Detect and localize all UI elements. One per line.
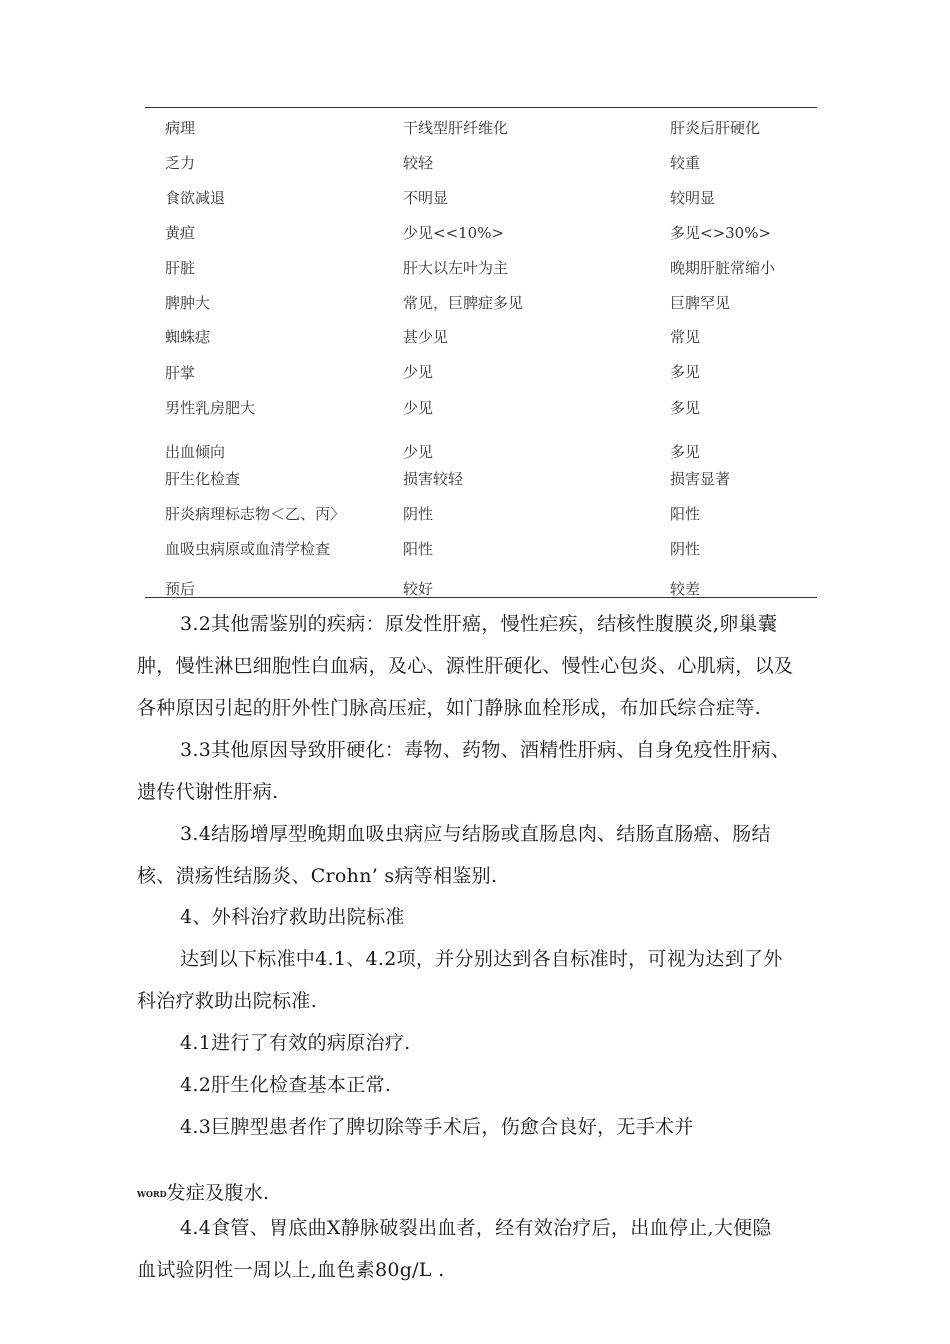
table-cell: 损害显著 [670, 470, 731, 488]
table-cell: 甚少见 [403, 328, 449, 346]
table-cell: 阴性 [403, 505, 434, 523]
table-cell: 巨脾罕见 [670, 294, 731, 312]
table-cell: 不明显 [403, 189, 449, 207]
paragraph-3-2-line-3: 各种原因引起的肝外性门脉高压症，如门静脉血栓形成，布加氏综合症等. [137, 697, 761, 719]
table-cell: 阳性 [670, 505, 701, 523]
paragraph-4-line-1: 达到以下标准中4.1、4.2项，并分别达到各自标准时，可视为达到了外 [180, 948, 783, 970]
table-bottom-rule [145, 597, 817, 598]
table-cell: 黄疸 [165, 224, 196, 242]
paragraph-3-2-line-2: 肿，慢性淋巴细胞性白血病，及心、源性肝硬化、慢性心包炎、心肌病，以及 [137, 655, 794, 677]
table-cell: 较重 [670, 154, 701, 172]
header-cell: 肝炎后肝硬化 [670, 119, 761, 137]
paragraph-3-3-line-1: 3.3其他原因导致肝硬化：毒物、药物、酒精性肝病、自身免疫性肝病、 [180, 739, 791, 761]
table-cell: 常见，巨脾症多见 [403, 294, 524, 312]
table-cell: 晚期肝脏常缩小 [670, 259, 776, 277]
header-cell: 病理 [165, 119, 196, 137]
table-cell: 脾肿大 [165, 294, 211, 312]
paragraph-3-4-line-1: 3.4结肠增厚型晚期血吸虫病应与结肠或直肠息肉、结肠直肠癌、肠结 [180, 823, 771, 845]
table-cell: 阴性 [670, 540, 701, 558]
table-cell: 较好 [403, 580, 434, 598]
table-cell: 预后 [165, 580, 196, 598]
table-cell: 血吸虫病原或血清学检查 [165, 540, 331, 558]
table-cell: 多见 [670, 443, 701, 461]
paragraph-3-3-line-2: 遗传代谢性肝病. [137, 781, 279, 803]
table-cell: 损害较轻 [403, 470, 464, 488]
table-cell: 肝生化检查 [165, 470, 241, 488]
table-cell: 肝脏 [165, 259, 196, 277]
table-cell: 较轻 [403, 154, 434, 172]
header-cell: 干线型肝纤维化 [403, 119, 509, 137]
paragraph-4-2: 4.2肝生化检查基本正常. [180, 1074, 392, 1096]
table-cell: 少见 [403, 399, 434, 417]
table-cell: 多见 [670, 363, 701, 381]
table-top-rule [145, 107, 817, 108]
table-cell: 肝掌 [165, 364, 196, 382]
table-cell: 少见 [403, 443, 434, 461]
paragraph-4-3-line-1: 4.3巨脾型患者作了脾切除等手术后，伤愈合良好，无手术并 [180, 1116, 694, 1138]
table-cell: 常见 [670, 328, 701, 346]
paragraph-4-1: 4.1进行了有效的病原治疗. [180, 1032, 411, 1054]
paragraph-4-4-line-1: 4.4食管、胃底曲Ⅹ静脉破裂出血者，经有效治疗后，出血停止,大便隐 [180, 1217, 772, 1239]
table-cell: 食欲减退 [165, 189, 226, 207]
table-cell: 出血倾向 [165, 443, 226, 461]
paragraph-4-4-line-2: 血试验阴性一周以上,血色素80g/L . [137, 1259, 445, 1281]
table-cell: 较明显 [670, 189, 716, 207]
paragraph-4-3-line-2-text: 发症及腹水. [166, 1182, 270, 1204]
table-cell: 多见<>30%> [670, 224, 772, 242]
paragraph-3-2-line-1: 3.2其他需鉴别的疾病：原发性肝癌，慢性疟疾，结核性腹膜炎,卵巢囊 [180, 613, 778, 635]
table-cell: 阳性 [403, 540, 434, 558]
table-cell: 多见 [670, 399, 701, 417]
table-cell: 较差 [670, 580, 701, 598]
table-cell: 少见 [403, 363, 434, 381]
paragraph-4-line-2: 科治疗救助出院标准. [137, 990, 318, 1012]
table-cell: 肝炎病理标志物＜乙、丙〉 [165, 505, 346, 523]
table-cell: 男性乳房肥大 [165, 399, 256, 417]
table-cell: 肝大以左叶为主 [403, 259, 509, 277]
section-heading-4: 4、外科治疗救助出院标准 [180, 906, 405, 928]
paragraph-3-4-line-2: 核、溃疡性结肠炎、Crohn’ s病等相鉴别. [137, 865, 498, 887]
table-cell: 乏力 [165, 154, 196, 172]
table-cell: 蜘蛛痣 [165, 328, 211, 346]
table-cell: 少见<<10%> [403, 224, 505, 242]
word-tag: WORD [137, 1189, 167, 1199]
